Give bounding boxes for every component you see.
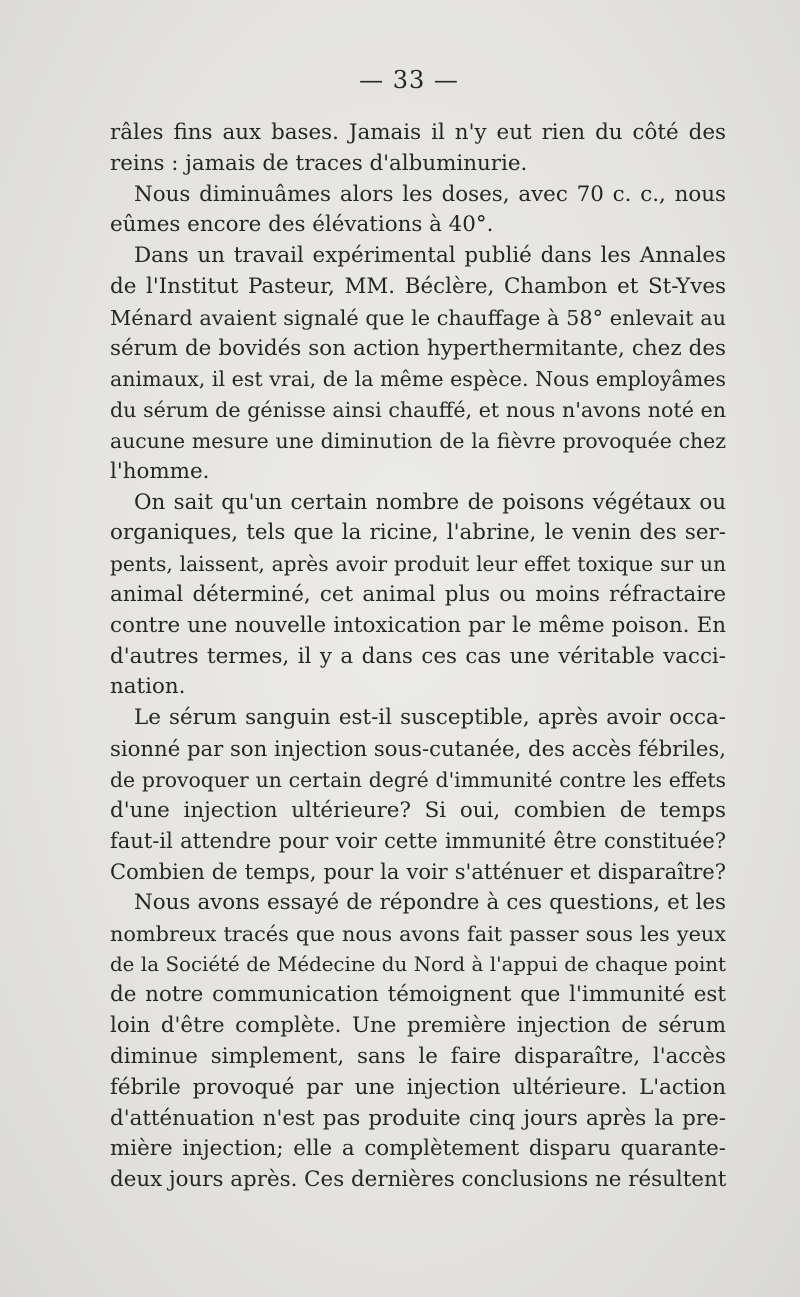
text-line: Nous diminuâmes alors les doses, avec 70 c. c., nous — [134, 181, 726, 207]
text-line: râles fins aux bases. Jamais il n'y eut rien du côté des — [110, 120, 726, 145]
text-line: contre une nouvelle intoxication par le même poison. En — [110, 612, 726, 638]
text-line: reins : jamais de traces d'albuminurie. — [110, 150, 528, 176]
text-line: diminue simplement, sans le faire disparaître, l'accès — [110, 1043, 726, 1069]
text-line: organiques, tels que la ricine, l'abrine, le venin des ser- — [110, 520, 726, 546]
page-number: — 33 — — [359, 66, 459, 94]
text-line: d'autres termes, il y a dans ces cas une véritable vacci- — [110, 643, 726, 669]
text-line: fébrile provoqué par une injection ultérieure. L'action — [110, 1074, 726, 1100]
text-line: nation. — [110, 674, 186, 700]
text-line: nombreux tracés que nous avons fait passer sous les yeux — [110, 921, 726, 946]
text-line: de l'Institut Pasteur, MM. Béclère, Chambon et St-Yves — [110, 273, 726, 299]
text-line: du sérum de génisse ainsi chauffé, et nous n'avons noté en — [110, 398, 726, 423]
body-text — [110, 118, 726, 1196]
text-line: de notre communication témoignent que l'immunité est — [110, 982, 726, 1008]
text-line: loin d'être complète. Une première injection de sérum — [110, 1013, 726, 1039]
text-line: d'une injection ultérieure? Si oui, combien de temps — [110, 797, 726, 823]
text-line: d'atténuation n'est pas produite cinq jours après la pre- — [110, 1105, 726, 1131]
text-line: eûmes encore des élévations à 40°. — [110, 212, 494, 238]
text-line: deux jours après. Ces dernières conclusions ne résultent — [110, 1167, 727, 1193]
text-line: sionné par son injection sous-cutanée, des accès fébriles, — [110, 735, 727, 761]
text-line: Dans un travail expérimental publié dans les Annales — [134, 243, 726, 269]
text-line: pents, laissent, après avoir produit leur effet toxique sur un — [110, 552, 726, 577]
text-line: faut-il attendre pour voir cette immunité être constituée? — [110, 829, 726, 854]
text-line: mière injection; elle a complètement disparu quarante- — [110, 1136, 726, 1162]
text-line: Le sérum sanguin est-il susceptible, après avoir occa- — [134, 705, 726, 731]
text-line: l'homme. — [110, 458, 210, 484]
text-line: Nous avons essayé de répondre à ces questions, et les — [134, 889, 726, 915]
text-line: sérum de bovidés son action hyperthermitante, chez des — [110, 335, 726, 361]
text-line: Ménard avaient signalé que le chauffage à 58° enlevait au — [110, 305, 726, 330]
text-line: animaux, il est vrai, de la même espèce. Nous employâmes — [110, 367, 726, 392]
text-line: animal déterminé, cet animal plus ou moins réfractaire — [110, 581, 726, 607]
text-line: Combien de temps, pour la voir s'atténuer et disparaître? — [110, 860, 726, 885]
text-line: de la Société de Médecine du Nord à l'appui de chaque point — [110, 952, 726, 976]
text-line: aucune mesure une diminution de la fièvre provoquée chez — [110, 428, 726, 453]
text-line: de provoquer un certain degré d'immunité contre les effets — [110, 767, 726, 792]
text-line: On sait qu'un certain nombre de poisons végétaux ou — [134, 489, 726, 515]
